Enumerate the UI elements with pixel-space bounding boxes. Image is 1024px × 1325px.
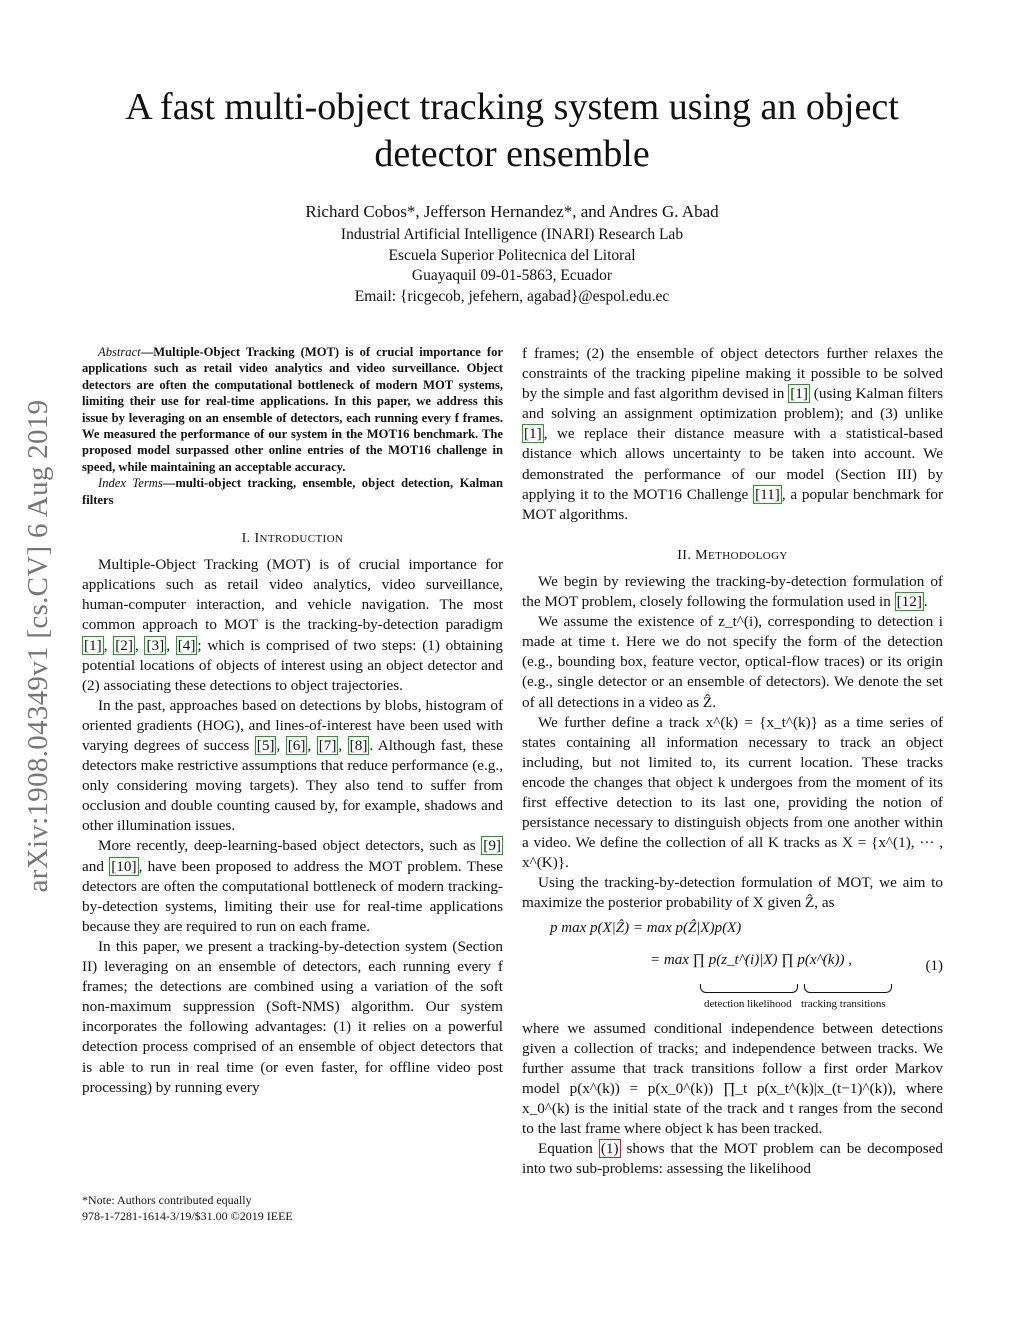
footnote-note: *Note: Authors contributed equally (82, 1193, 252, 1207)
text-run: . (923, 593, 928, 611)
citation-link[interactable]: [7] (318, 737, 337, 754)
equation-number: (1) (925, 957, 943, 974)
text-run: Multiple-Object Tracking (MOT) is of crucial importance for applications such as retail video analytics, video surveillance, human-computer interaction, and vehicle navigation. The most common approach to MOT is the tracking-by-detection paradigm (82, 556, 503, 634)
text-run: shows that the MOT problem can be decomposed into two sub-problems: assessing the likelihood (522, 1140, 943, 1178)
text-run: (using Kalman filters and solving an assignment optimization problem); and (3) unlike (522, 385, 943, 423)
left-column (82, 344, 503, 1098)
citation-link[interactable]: [11] (755, 485, 780, 503)
method-paragraph-4: Using the tracking-by-detection formulation of MOT, we aim to maximize the posterior probability of X given Ẑ, as (522, 874, 943, 912)
method-paragraph-1 (522, 572, 943, 612)
intro-paragraph-4: In this paper, we present a tracking-by-detection system (Section II) leveraging on an ensemble of detectors, each running every f frames; the detections are combined using a variation of the soft non-maximum suppression (Soft-NMS) algorithm. Our system incorporates the following advantages: (1) it relies on a powerful detection process comprised of an ensemble of object detectors that is able to run in real time (or even faster, for offline video post processing) by running every (82, 937, 503, 1096)
section-heading-introduction (82, 529, 503, 549)
footnote-block (82, 1192, 503, 1224)
method-paragraph-6 (522, 1139, 943, 1179)
text-run: Equation (538, 1140, 599, 1158)
citation-link[interactable]: [5] (256, 737, 275, 754)
text-run: , have been proposed to address the MOT problem. These detectors are often the computational bottleneck of modern tracking-by-detection systems, limiting their use for real-time applications because they are required to run on each frame. (82, 857, 503, 935)
method-paragraph-2: We assume the existence of z_t^(i), corresponding to detection i made at time t. Here we do not specify the form of the detection (e.g., bounding box, feature vector, optical-flow traces) or its origin (e.g., single detector or an ensemble of detectors). We denote the set of all detections in a video as Ẑ. (522, 613, 943, 711)
intro-paragraph-1: Multiple-Object Tracking (MOT) is of crucial importance for applications such as retail video analytics, video surveillance, human-computer interaction, and vehicle navigation. The most common approach to MOT is the tracking-by-detection paradigm [1] , [2] , [3] , [4] ; which is comprised of two steps: (1) obtaining potential locations of objects of interest using an object detector and (2) associating these detections to object trajectories. (82, 556, 503, 694)
citation-link[interactable]: [2] (115, 636, 133, 654)
citation-link[interactable]: [1] (524, 425, 542, 443)
method-paragraph-5: where we assumed conditional independence between detections given a collection of tracks; and independence between tracks. We further assume that track transitions follow a first order Markov model p(x^(k)) = p(x_0^(k)) ∏_t p(x_t^(k)|x_(t−1)^(k)), where x_0^(k) is the initial state of the track and t ranges from the second to the last frame where object k has been tracked. (522, 1019, 943, 1137)
paper-title: A fast multi-object tracking system using an object detector ensemble (125, 86, 899, 175)
equation-line-1: p max p(X|Ẑ) = max p(Ẑ|X)p(X) (550, 919, 742, 936)
equation-1 (522, 918, 943, 1013)
section-title-initial: I (254, 531, 260, 547)
citation-link[interactable]: [6] (287, 737, 306, 754)
intro-paragraph-2: In the past, approaches based on detections by blobs, histogram of oriented gradients (HOG), and lines-of-interest have been used with varying degrees of success [5] , [6] , [7] , [8] . Although fast, these detectors make restrictive assumptions that reduce performance (e.g., only considering moving targets). They also tend to suffer from occlusion and double counting caused by, for example, shadows and other illumination issues. (82, 696, 504, 835)
citation-link[interactable]: [9] (483, 837, 501, 855)
affiliation-email: Email: {ricgecob, jefehern, agabad}@espol.edu.ec (354, 287, 670, 305)
citation-link[interactable]: [12] (896, 593, 922, 611)
citation-link[interactable]: [1] (790, 385, 808, 403)
index-terms-text: —multi-object tracking, ensemble, object detection, Kalman filters (82, 476, 503, 507)
citation-link[interactable]: [3] (146, 636, 165, 654)
text-run: We begin by reviewing the tracking-by-detection formulation of the MOT problem, closely following the formulation used in (522, 572, 943, 611)
underbrace (804, 984, 892, 993)
citation-link[interactable]: [1] (84, 636, 102, 654)
intro-paragraph-3 (82, 836, 503, 936)
abstract-text: —Multiple-Object Tracking (MOT) is of crucial importance for applications such as retail video analytics and video surveillance. Object detectors are often the computational bottleneck of modern MOT systems, limiting their use for real-time applications. In this paper, we address this issue by leveraging on an ensemble of detectors, each running every f frames. We measured the performance of our system in the MOT16 benchmark. The proposed model surpassed other online entries of the MOT16 challenge in speed, while maintaining an acceptable accuracy. (82, 345, 503, 474)
arxiv-id: arXiv:1908.04349v1 [cs.CV] 6 Aug 2019 (22, 399, 54, 893)
text-run: In the past, approaches based on detections by blobs, histogram of oriented gradients (HOG), and lines-of-interest have been used with varying degrees of success (82, 696, 503, 754)
section-title-rest: NTRODUCTION (259, 533, 344, 546)
text-run: ; which is comprised of two steps: (1) obtaining potential locations of objects of interest using an object detector and (2) associating these detections to object trajectories. (82, 636, 503, 694)
abstract (82, 344, 503, 475)
right-column (522, 344, 943, 1179)
affiliation-lab: Industrial Artificial Intelligence (INARI) Research Lab (340, 226, 684, 243)
arxiv-stamp (20, 355, 56, 937)
affiliation-block (0, 225, 1024, 307)
text-run: , we replace their distance measure with a statistical-based distance which allows uncertainty to be taken into account. We demonstrated the performance of our model (Section III) by applying it to the MOT16 Challenge (522, 425, 943, 503)
equation-reference-link[interactable]: (1) (600, 1140, 619, 1158)
underbrace-label-tracking: tracking transitions (801, 997, 886, 1010)
text-run: More recently, deep-learning-based object detectors, such as (98, 837, 482, 855)
author-list: Richard Cobos*, Jefferson Hernandez*, and Andres G. Abad (305, 202, 719, 221)
citation-link[interactable]: [4] (177, 636, 196, 654)
citation-link[interactable]: [8] (349, 737, 368, 754)
method-paragraph-3: We further define a track x^(k) = {x_t^(k)} as a time series of states containing all information necessary to track an object including, but not limited to, its current location. These tracks encode the changes that object k undergoes from the moment of its first effective detection to its last one, providing the notion of persistance necessary to distinguish objects from one another within a video. We define the collection of all K tracks as X = {x^(1), ··· , x^(K)}. (522, 713, 943, 872)
text-run: f frames; (2) the ensemble of object detectors further relaxes the constraints of the tracking pipeline making it possible to be solved by the simple and fast algorithm devised in (522, 345, 943, 403)
section-number: II. (677, 547, 692, 563)
equation-line-2: = max ∏ p(z_t^(i)|X) ∏ p(x^(k)) , (650, 951, 852, 968)
intro-continuation (522, 344, 943, 525)
text-run: . Although fast, these detectors make restrictive assumptions that reduce performance (e.g., only considering moving targets). They also tend to suffer from occlusion and double counting caused by, for example, shadows and other illumination issues. (82, 737, 504, 835)
citation-link[interactable]: [10] (111, 857, 137, 875)
text-run: , a popular benchmark for MOT algorithms. (522, 485, 944, 523)
copyright-line: 978-1-7281-1614-3/19/$31.00 ©2019 IEEE (82, 1209, 293, 1223)
index-terms (82, 475, 503, 508)
section-title-rest: ETHODOLOGY (708, 549, 788, 562)
underbrace-label-detection: detection likelihood (704, 997, 792, 1010)
section-number: I. (241, 531, 251, 547)
underbrace (700, 984, 798, 993)
text-run: and (82, 857, 110, 875)
section-title-initial: M (695, 547, 709, 563)
abstract-label: Abstract (98, 345, 141, 359)
section-heading-methodology (522, 546, 943, 566)
affiliation-city: Guayaquil 09-01-5863, Ecuador (411, 267, 613, 284)
index-terms-label: Index Terms (98, 476, 163, 491)
affiliation-school: Escuela Superior Politecnica del Litoral (388, 246, 636, 264)
